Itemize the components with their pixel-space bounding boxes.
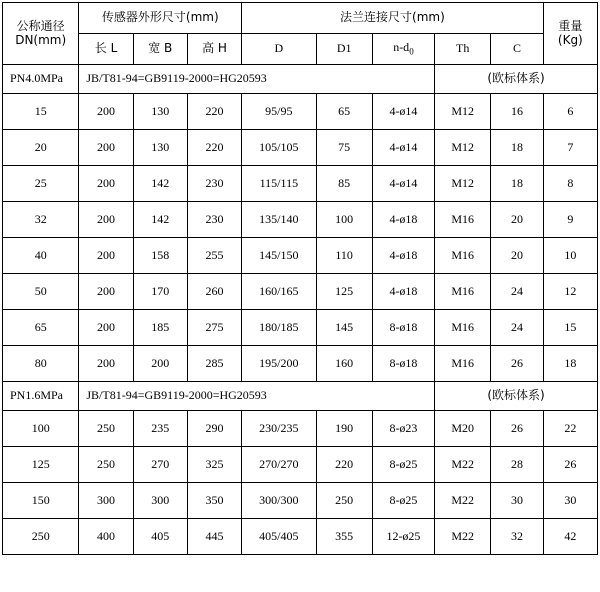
header-dn-line2: DN(mm) xyxy=(15,32,67,47)
cell-c: 26 xyxy=(491,411,543,447)
header-row-sub xyxy=(3,34,598,65)
cell-c: 16 xyxy=(491,94,543,130)
cell-th: M22 xyxy=(435,519,491,555)
cell-dn: 40 xyxy=(3,238,79,274)
cell-th: M20 xyxy=(435,411,491,447)
cell-length: 200 xyxy=(79,130,133,166)
cell-weight: 9 xyxy=(543,202,597,238)
cell-length: 200 xyxy=(79,274,133,310)
cell-th: M16 xyxy=(435,202,491,238)
cell-d: 145/150 xyxy=(242,238,316,274)
cell-width: 170 xyxy=(133,274,187,310)
table-row xyxy=(3,130,598,166)
cell-d: 160/165 xyxy=(242,274,316,310)
header-d: D xyxy=(242,34,316,65)
table-row xyxy=(3,310,598,346)
cell-c: 20 xyxy=(491,238,543,274)
group-standard-label: JB/T81-94=GB9119-2000=HG20593 xyxy=(79,382,435,411)
cell-weight: 30 xyxy=(543,483,597,519)
header-n-d0-main: n-d xyxy=(393,40,410,55)
cell-weight: 6 xyxy=(543,94,597,130)
cell-d: 105/105 xyxy=(242,130,316,166)
specification-table xyxy=(2,2,598,555)
header-weight-line2: (Kg) xyxy=(557,32,583,47)
cell-width: 270 xyxy=(133,447,187,483)
cell-weight: 22 xyxy=(543,411,597,447)
header-length: 长 L xyxy=(79,34,133,65)
cell-width: 300 xyxy=(133,483,187,519)
cell-height: 230 xyxy=(187,166,241,202)
cell-length: 200 xyxy=(79,166,133,202)
cell-c: 30 xyxy=(491,483,543,519)
group-system-label: (欧标体系) xyxy=(435,65,598,94)
cell-length: 200 xyxy=(79,202,133,238)
table-row xyxy=(3,94,598,130)
cell-th: M12 xyxy=(435,166,491,202)
table-row xyxy=(3,346,598,382)
cell-d: 195/200 xyxy=(242,346,316,382)
cell-n-d0: 4-ø18 xyxy=(372,202,434,238)
table-row xyxy=(3,447,598,483)
cell-dn: 20 xyxy=(3,130,79,166)
header-height: 高 H xyxy=(187,34,241,65)
header-weight xyxy=(543,3,597,65)
cell-d1: 190 xyxy=(316,411,372,447)
cell-th: M16 xyxy=(435,274,491,310)
cell-th: M16 xyxy=(435,310,491,346)
cell-height: 285 xyxy=(187,346,241,382)
cell-d: 405/405 xyxy=(242,519,316,555)
cell-c: 26 xyxy=(491,346,543,382)
cell-height: 220 xyxy=(187,94,241,130)
cell-length: 400 xyxy=(79,519,133,555)
cell-d: 230/235 xyxy=(242,411,316,447)
header-n-d0-subscript: 0 xyxy=(409,46,414,57)
table-row xyxy=(3,519,598,555)
cell-weight: 8 xyxy=(543,166,597,202)
cell-length: 200 xyxy=(79,310,133,346)
header-group-flange: 法兰连接尺寸(mm) xyxy=(242,3,543,34)
cell-c: 28 xyxy=(491,447,543,483)
cell-n-d0: 4-ø14 xyxy=(372,94,434,130)
cell-width: 142 xyxy=(133,202,187,238)
cell-length: 250 xyxy=(79,411,133,447)
cell-weight: 42 xyxy=(543,519,597,555)
header-dn xyxy=(3,3,79,65)
cell-n-d0: 8-ø25 xyxy=(372,483,434,519)
header-th: Th xyxy=(435,34,491,65)
cell-width: 142 xyxy=(133,166,187,202)
cell-d1: 110 xyxy=(316,238,372,274)
table-row xyxy=(3,274,598,310)
header-group-sensor: 传感器外形尺寸(mm) xyxy=(79,3,242,34)
cell-height: 325 xyxy=(187,447,241,483)
cell-d1: 250 xyxy=(316,483,372,519)
cell-dn: 125 xyxy=(3,447,79,483)
cell-dn: 100 xyxy=(3,411,79,447)
cell-dn: 25 xyxy=(3,166,79,202)
cell-height: 290 xyxy=(187,411,241,447)
cell-height: 230 xyxy=(187,202,241,238)
cell-dn: 250 xyxy=(3,519,79,555)
cell-d1: 125 xyxy=(316,274,372,310)
cell-d: 135/140 xyxy=(242,202,316,238)
cell-c: 24 xyxy=(491,274,543,310)
cell-height: 445 xyxy=(187,519,241,555)
cell-length: 200 xyxy=(79,346,133,382)
cell-dn: 32 xyxy=(3,202,79,238)
cell-c: 18 xyxy=(491,130,543,166)
group-standard-label: JB/T81-94=GB9119-2000=HG20593 xyxy=(79,65,435,94)
header-d1: D1 xyxy=(316,34,372,65)
cell-width: 200 xyxy=(133,346,187,382)
cell-n-d0: 8-ø23 xyxy=(372,411,434,447)
cell-weight: 15 xyxy=(543,310,597,346)
cell-height: 255 xyxy=(187,238,241,274)
header-width: 宽 B xyxy=(133,34,187,65)
group-pressure-label: PN4.0MPa xyxy=(3,65,79,94)
cell-weight: 18 xyxy=(543,346,597,382)
cell-c: 18 xyxy=(491,166,543,202)
cell-n-d0: 12-ø25 xyxy=(372,519,434,555)
header-row-top xyxy=(3,3,598,34)
cell-th: M16 xyxy=(435,238,491,274)
header-c: C xyxy=(491,34,543,65)
cell-length: 200 xyxy=(79,238,133,274)
cell-dn: 150 xyxy=(3,483,79,519)
table-body xyxy=(3,3,598,555)
cell-th: M16 xyxy=(435,346,491,382)
table-row xyxy=(3,483,598,519)
cell-height: 220 xyxy=(187,130,241,166)
cell-d1: 85 xyxy=(316,166,372,202)
table-row xyxy=(3,202,598,238)
cell-width: 405 xyxy=(133,519,187,555)
cell-height: 260 xyxy=(187,274,241,310)
cell-weight: 10 xyxy=(543,238,597,274)
cell-d: 95/95 xyxy=(242,94,316,130)
cell-n-d0: 8-ø18 xyxy=(372,310,434,346)
cell-d1: 65 xyxy=(316,94,372,130)
cell-c: 32 xyxy=(491,519,543,555)
cell-n-d0: 4-ø14 xyxy=(372,130,434,166)
group-pressure-label: PN1.6MPa xyxy=(3,382,79,411)
cell-weight: 7 xyxy=(543,130,597,166)
table-row xyxy=(3,166,598,202)
cell-dn: 50 xyxy=(3,274,79,310)
cell-length: 200 xyxy=(79,94,133,130)
cell-d: 270/270 xyxy=(242,447,316,483)
group-header-row xyxy=(3,382,598,411)
cell-d: 180/185 xyxy=(242,310,316,346)
table-row xyxy=(3,411,598,447)
cell-th: M12 xyxy=(435,94,491,130)
table-row xyxy=(3,238,598,274)
cell-c: 24 xyxy=(491,310,543,346)
cell-weight: 12 xyxy=(543,274,597,310)
cell-d1: 160 xyxy=(316,346,372,382)
cell-height: 275 xyxy=(187,310,241,346)
header-n-d0 xyxy=(372,34,434,65)
cell-d1: 145 xyxy=(316,310,372,346)
cell-dn: 15 xyxy=(3,94,79,130)
cell-d1: 355 xyxy=(316,519,372,555)
cell-d1: 220 xyxy=(316,447,372,483)
group-header-row xyxy=(3,65,598,94)
cell-c: 20 xyxy=(491,202,543,238)
header-weight-line1: 重量 xyxy=(558,18,583,33)
header-dn-line1: 公称通径 xyxy=(16,18,65,33)
cell-width: 235 xyxy=(133,411,187,447)
cell-width: 185 xyxy=(133,310,187,346)
cell-th: M22 xyxy=(435,447,491,483)
cell-th: M22 xyxy=(435,483,491,519)
cell-n-d0: 4-ø18 xyxy=(372,274,434,310)
cell-d: 115/115 xyxy=(242,166,316,202)
cell-n-d0: 4-ø18 xyxy=(372,238,434,274)
cell-dn: 80 xyxy=(3,346,79,382)
cell-n-d0: 8-ø18 xyxy=(372,346,434,382)
group-system-label: (欧标体系) xyxy=(435,382,598,411)
cell-d1: 75 xyxy=(316,130,372,166)
cell-width: 158 xyxy=(133,238,187,274)
cell-height: 350 xyxy=(187,483,241,519)
cell-d: 300/300 xyxy=(242,483,316,519)
cell-dn: 65 xyxy=(3,310,79,346)
cell-n-d0: 4-ø14 xyxy=(372,166,434,202)
cell-weight: 26 xyxy=(543,447,597,483)
cell-length: 250 xyxy=(79,447,133,483)
cell-n-d0: 8-ø25 xyxy=(372,447,434,483)
cell-th: M12 xyxy=(435,130,491,166)
cell-width: 130 xyxy=(133,94,187,130)
cell-width: 130 xyxy=(133,130,187,166)
cell-length: 300 xyxy=(79,483,133,519)
cell-d1: 100 xyxy=(316,202,372,238)
